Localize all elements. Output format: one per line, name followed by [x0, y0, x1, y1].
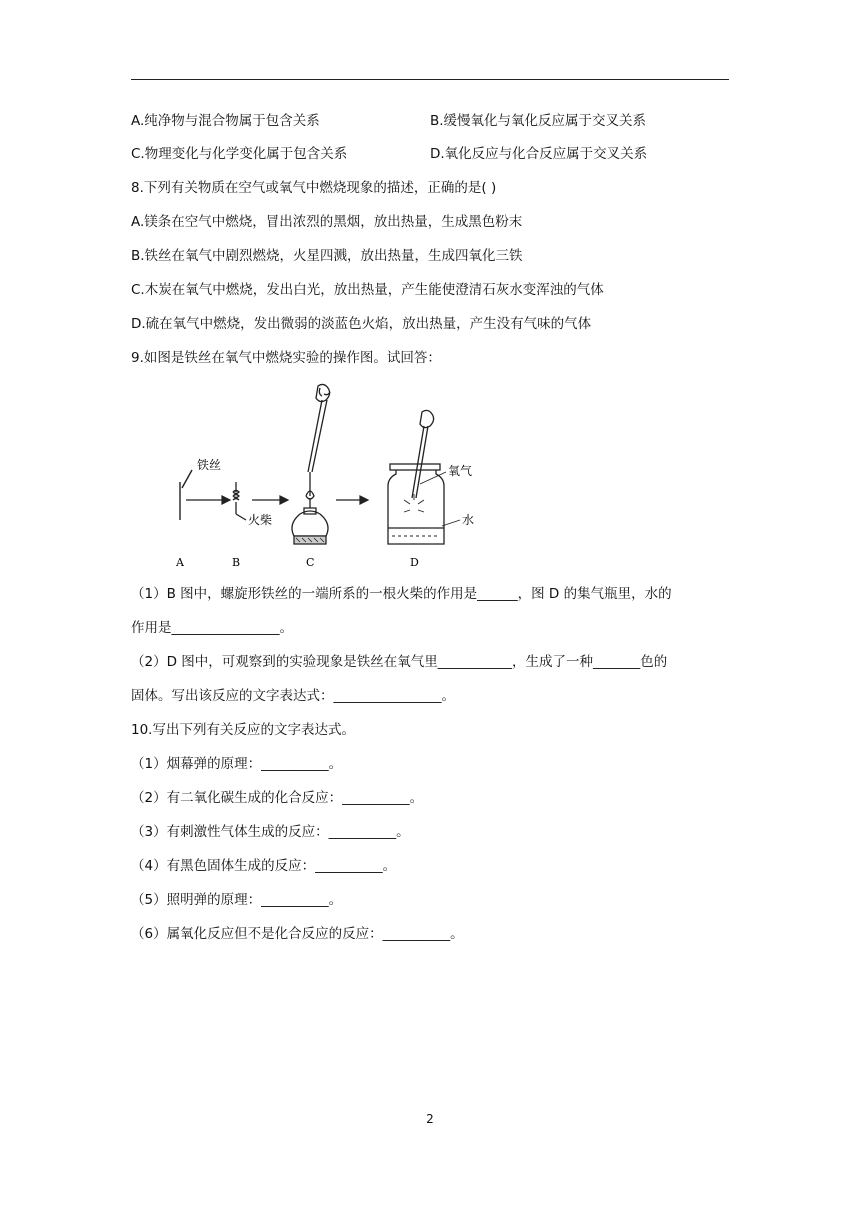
figure-b-coiled-wire — [233, 482, 246, 520]
q10-stem: 10.写出下列有关反应的文字表达式。 — [131, 722, 355, 738]
label-water: 水 — [462, 513, 475, 527]
q9-part2-line2: 固体。写出该反应的文字表达式：________________。 — [131, 688, 455, 704]
q8-option-b: B.铁丝在氧气中剧烈燃烧，火星四溅，放出热量，生成四氧化三铁 — [131, 248, 523, 264]
q9-part1-line2: 作用是________________。 — [131, 620, 293, 636]
page-number: 2 — [426, 1112, 434, 1126]
q8-option-c: C.木炭在氧气中燃烧，发出白光，放出热量，产生能使澄清石灰水变浑浊的气体 — [131, 282, 604, 298]
q10-item-6: （6）属氧化反应但不是化合反应的反应：__________。 — [131, 926, 464, 942]
label-c: C — [306, 556, 315, 569]
header-rule — [131, 79, 729, 80]
q7-option-b: B.缓慢氧化与氧化反应属于交叉关系 — [430, 113, 647, 129]
q10-item-2: （2）有二氧化碳生成的化合反应：__________。 — [131, 790, 424, 806]
label-iron-wire: 铁丝 — [197, 458, 222, 472]
q8-option-d: D.硫在氧气中燃烧，发出微弱的淡蓝色火焰，放出热量，产生没有气味的气体 — [131, 316, 592, 332]
arrow-b-c — [252, 496, 288, 504]
q10-item-1: （1）烟幕弹的原理：__________。 — [131, 756, 343, 772]
q8-stem: 8.下列有关物质在空气或氧气中燃烧现象的描述，正确的是( ) — [131, 180, 497, 196]
label-oxygen: 氧气 — [448, 464, 473, 478]
q8-option-a: A.镁条在空气中燃烧，冒出浓烈的黑烟，放出热量，生成黑色粉末 — [131, 214, 523, 230]
label-match: 火柴 — [248, 513, 273, 527]
q10-item-4: （4）有黑色固体生成的反应：__________。 — [131, 858, 397, 874]
arrow-c-d — [336, 496, 368, 504]
q7-option-a: A.纯净物与混合物属于包含关系 — [131, 113, 320, 129]
label-d: D — [410, 556, 419, 569]
q7-option-c: C.物理变化与化学变化属于包含关系 — [131, 146, 348, 162]
q10-item-3: （3）有刺激性气体生成的反应：__________。 — [131, 824, 410, 840]
q9-stem: 9.如图是铁丝在氧气中燃烧实验的操作图。试回答： — [131, 350, 441, 366]
q10-item-5: （5）照明弹的原理：__________。 — [131, 892, 343, 908]
label-b: B — [232, 556, 241, 569]
arrow-a-b — [186, 496, 230, 504]
label-a: A — [176, 556, 184, 569]
iron-wire-experiment-figure — [160, 380, 500, 572]
figure-a-iron-wire — [180, 470, 192, 520]
q9-part2-line1: （2）D 图中，可观察到的实验现象是铁丝在氧气里___________，生成了一种_______色的 — [131, 654, 668, 670]
q9-part1-line1: （1）B 图中，螺旋形铁丝的一端所系的一根火柴的作用是______，图 D 的集气瓶里，水的 — [131, 586, 672, 602]
figure-c-alcohol-lamp — [292, 384, 330, 544]
q7-option-d: D.氧化反应与化合反应属于交叉关系 — [430, 146, 648, 162]
